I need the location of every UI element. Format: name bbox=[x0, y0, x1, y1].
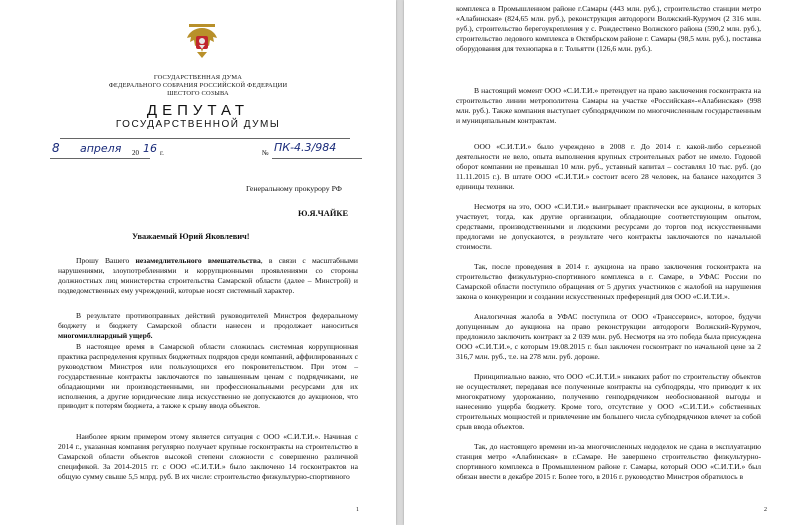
date-month: апреля bbox=[80, 142, 122, 155]
paragraph-10: Принципиально важно, что ООО «С.И.Т.И.» никаких работ по строительству объектов не осуществляет, передавая все полученные контракты на субподряды, что приводит к их многократному удорожанию, получению генподрядчиком необоснованной выгоды и нанесению ущерба бюджету. Кроме того, отсутствие у ООО «С.И.Т.И.» собственных строительных мощностей и привлечение им большего числа субподрядчиков влечет за собой срыв ввода объектов. bbox=[456, 372, 761, 431]
paragraph-3: В настоящее время в Самарской области сложилась системная коррупционная практика распределения крупных бюджетных подрядов среди компаний, аффилированных с руководством Минстроя или пользующихся его покровительством. При этом – государственные контракты заключаются по завышенным ценам с подрядчиками, не обладающими ни производственными, ни профессиональными ресурсами для их исполнения, а другие юридические лица искусственно не допускаются до аукционов, что приводит к потерям бюджета, а также к срыву ввода объектов. bbox=[58, 342, 358, 411]
org-name-line-1: ГОСУДАРСТВЕННАЯ ДУМА bbox=[153, 74, 243, 81]
addressee-role: Генеральному прокурору РФ bbox=[246, 184, 342, 193]
date-year-suffix: г. bbox=[160, 149, 164, 157]
header-divider bbox=[60, 138, 350, 139]
letter-page-1 bbox=[0, 0, 396, 525]
paragraph-11: Так, до настоящего времени из-за многочисленных недоделок не сдана в эксплуатацию станция метро «Алабинская» в г.Самаре. Не завершено строительство физкультурно-спортивного комплекса в Промышленном районе г. Самары, который ООО «С.И.Т.И.» был обязан ввести в декабре 2015 г. Более того, в 2016 г. руководство Минстроя обратилось в bbox=[456, 442, 761, 481]
paragraph-7: Несмотря на это, ООО «С.И.Т.И.» выигрывает практически все аукционы, в которых участвует, тогда, как другие организации, обладающие соответствующим опытом, средствами, производственными и людскими ресурсами до торгов под искусственными предлогами не допускаются, в результате чего контракты заключаются по начальной стоимости. bbox=[456, 202, 761, 251]
paragraph-continued: комплекса в Промышленном районе г.Самары (443 млн. руб.), строительство станции метро «Алабинская» (824,65 млн. руб.), реконструкция автодороги Волжский-Курумоч (2 316 млн. руб.), строительство берегоукрепления у с. Рождествено Волжского района (590,2 млн. руб.), строительство ледового комплекса в Октябрьском районе г. Самары (98,5 млн. руб.), поставка оборудования для технопарка в г. Тольятти (126,6 млн. руб.). bbox=[456, 4, 761, 53]
deputy-title: ДЕПУТАТ bbox=[146, 102, 250, 119]
paragraph-4: Наиболее ярким примером этому является ситуация с ООО «С.И.Т.И.». Начиная с 2014 г., указанная компания регулярно получает крупные госконтракты на строительство в Самарской области объектов высокой степени сложности с совершенно различной спецификой. За 2014-2015 гг. с ООО «С.И.Т.И.» было заключено 14 госконтрактов на общую сумму свыше 5,5 млрд. руб. В их числе: строительство физкультурно-спортивного bbox=[58, 432, 358, 481]
paragraph-2: В результате противоправных действий руководителей Минстроя федеральному бюджету и бюджету Самарской области нанесен и продолжает наноситься многомиллиардный ущерб. bbox=[58, 311, 358, 340]
date-underline bbox=[50, 158, 150, 159]
page-number: 1 bbox=[356, 507, 359, 513]
paragraph-6: ООО «С.И.Т.И.» было учреждено в 2008 г. До 2014 г. какой-либо серьезной деятельности не вело, опыта выполнения крупных строительных работ не имело. Годовой оборот компании не превышал 10 млн. руб., уставный капитал – составлял 10 тыс. руб. (до 11.11.2015 г.). В штате ООО «С.И.Т.И.» состоит всего 28 человек, на балансе находится 3 единицы техники. bbox=[456, 142, 761, 191]
date-year: 16 bbox=[143, 142, 157, 155]
number-underline bbox=[272, 158, 362, 159]
emphasis-damage: многомиллиардный ущерб. bbox=[58, 330, 153, 340]
paragraph-8: Так, после проведения в 2014 г. аукциона на право заключения госконтракта на строительство физкультурно-спортивного комплекса в г. Самаре, в УФАС России по Самарской области поступило обращения от 5 других участников с жалобой на нарушения закона о конкуренции и создании искусственных преференций для ООО «С.И.Т.И.». bbox=[456, 262, 761, 301]
coat-of-arms-emblem bbox=[185, 22, 219, 60]
letter-page-2 bbox=[404, 0, 800, 525]
paragraph-5: В настоящий момент ООО «С.И.Т.И.» претендует на право заключения госконтракта на строительство линии метрополитена Самары на участке «Российская»-«Алабинская» (998 млн. руб.). Также компания выступает субподрядчиком по многочисленным государственным и муниципальным контрактам. bbox=[456, 86, 761, 125]
emphasis-urgent: незамедлительного вмешательства bbox=[135, 256, 261, 265]
salutation: Уважаемый Юрий Яковлевич! bbox=[132, 232, 250, 241]
addressee-name: Ю.Я.ЧАЙКЕ bbox=[298, 209, 349, 218]
page-number: 2 bbox=[764, 507, 767, 513]
org-name-line-2: ФЕДЕРАЛЬНОГО СОБРАНИЯ РОССИЙСКОЙ ФЕДЕРАЦИИ bbox=[108, 82, 288, 89]
date-day: 8 bbox=[52, 141, 60, 155]
date-year-prefix: 20 bbox=[132, 149, 139, 157]
number-prefix: № bbox=[262, 149, 269, 157]
paragraph-9: Аналогичная жалоба в УФАС поступила от ООО «Транссервис», которое, будучи допущенным до аукциона на право реконструкции автодороги Волжский-Курумоч, предложило заключить контракт за 2 039 млн. руб. Несмотря на это победа была присуждена ООО «С.И.Т.И.», с которым 19.08.2015 г. был заключен госконтракт по начальной цене за 2 316,7 млн. руб., т.е. на 278 млн. руб. дороже. bbox=[456, 312, 761, 361]
paragraph-1: Прошу Вашего незамедлительного вмешательства, в связи с масштабными нарушениями, злоупотреблениями и коррупционными проявлениями со стороны должностных лиц министерства строительства Самарской области (далее – Минстрой) и подведомственных ему учреждений, которые носят системный характер. bbox=[58, 256, 358, 295]
org-name-line-3: ШЕСТОГО СОЗЫВА bbox=[167, 90, 229, 97]
deputy-subtitle: ГОСУДАРСТВЕННОЙ ДУМЫ bbox=[115, 119, 281, 130]
outgoing-number: ПК-4.3/984 bbox=[274, 141, 337, 154]
